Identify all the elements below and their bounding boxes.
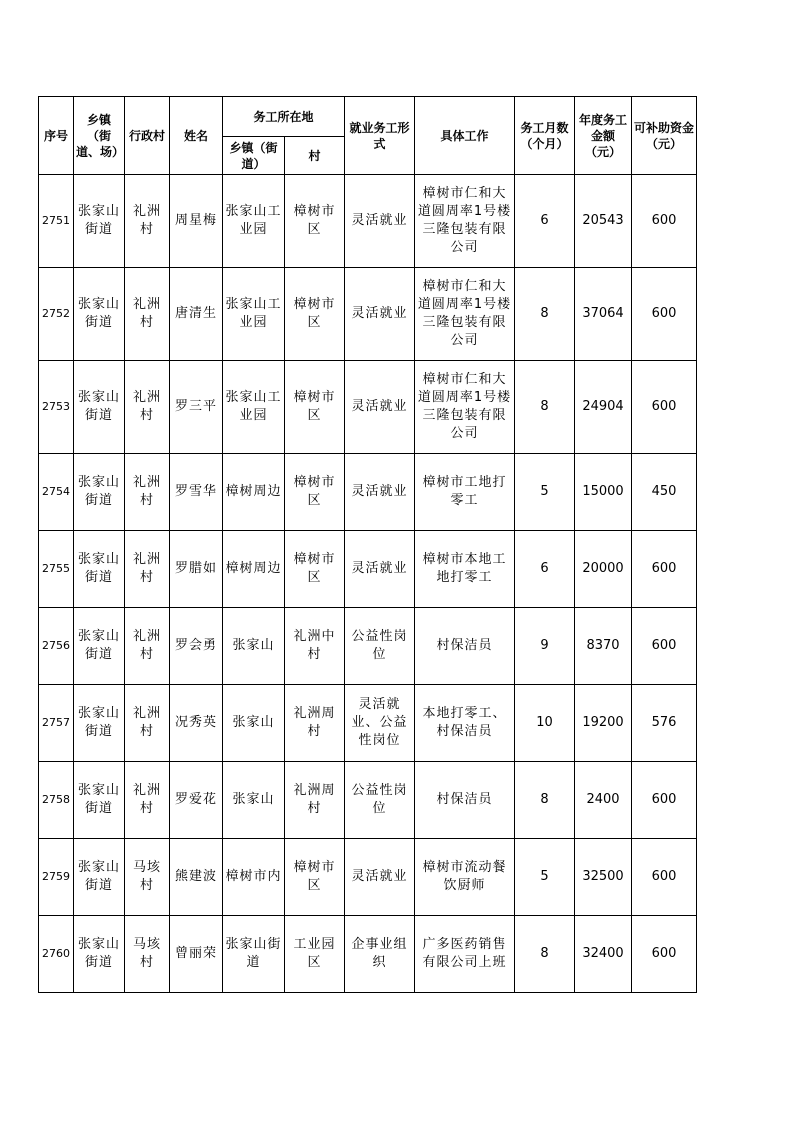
header-job: 具体工作 bbox=[415, 97, 515, 175]
cell-work-village: 礼洲中村 bbox=[285, 608, 345, 685]
cell-amount: 24904 bbox=[575, 361, 632, 454]
cell-amount: 32500 bbox=[575, 839, 632, 916]
cell-months: 6 bbox=[515, 175, 575, 268]
table-row bbox=[39, 175, 697, 268]
cell-job: 樟树市仁和大道圆周率1号楼三隆包装有限公司 bbox=[415, 361, 515, 454]
cell-work-village: 樟树市区 bbox=[285, 268, 345, 361]
cell-months: 5 bbox=[515, 839, 575, 916]
cell-job: 本地打零工、村保洁员 bbox=[415, 685, 515, 762]
table-row bbox=[39, 839, 697, 916]
cell-work-township: 张家山街道 bbox=[223, 916, 285, 993]
cell-village: 礼洲村 bbox=[125, 454, 170, 531]
cell-village: 礼洲村 bbox=[125, 531, 170, 608]
cell-village: 礼洲村 bbox=[125, 175, 170, 268]
cell-village: 马垓村 bbox=[125, 916, 170, 993]
cell-township: 张家山街道 bbox=[74, 268, 125, 361]
cell-village: 礼洲村 bbox=[125, 268, 170, 361]
table-row bbox=[39, 608, 697, 685]
header-annual-amount: 年度务工金额（元） bbox=[575, 97, 632, 175]
cell-form: 公益性岗位 bbox=[345, 762, 415, 839]
header-work-village: 村 bbox=[285, 137, 345, 175]
cell-seq: 2757 bbox=[39, 685, 74, 762]
cell-form: 公益性岗位 bbox=[345, 608, 415, 685]
cell-work-village: 工业园区 bbox=[285, 916, 345, 993]
cell-township: 张家山街道 bbox=[74, 175, 125, 268]
cell-name: 罗三平 bbox=[170, 361, 223, 454]
header-work-location: 务工所在地 bbox=[223, 97, 345, 137]
cell-months: 8 bbox=[515, 361, 575, 454]
cell-subsidy: 600 bbox=[632, 361, 697, 454]
cell-work-township: 张家山 bbox=[223, 762, 285, 839]
cell-seq: 2760 bbox=[39, 916, 74, 993]
cell-work-township: 张家山 bbox=[223, 608, 285, 685]
table-row bbox=[39, 268, 697, 361]
cell-subsidy: 600 bbox=[632, 268, 697, 361]
header-township: 乡镇（街道、场） bbox=[74, 97, 125, 175]
table-row bbox=[39, 531, 697, 608]
cell-job: 村保洁员 bbox=[415, 762, 515, 839]
table-row bbox=[39, 454, 697, 531]
cell-name: 熊建波 bbox=[170, 839, 223, 916]
cell-village: 马垓村 bbox=[125, 839, 170, 916]
cell-township: 张家山街道 bbox=[74, 685, 125, 762]
cell-months: 8 bbox=[515, 762, 575, 839]
cell-job: 樟树市工地打零工 bbox=[415, 454, 515, 531]
cell-months: 6 bbox=[515, 531, 575, 608]
cell-name: 罗雪华 bbox=[170, 454, 223, 531]
cell-work-township: 樟树周边 bbox=[223, 531, 285, 608]
cell-name: 周星梅 bbox=[170, 175, 223, 268]
header-subsidy: 可补助资金（元） bbox=[632, 97, 697, 175]
cell-work-township: 樟树市内 bbox=[223, 839, 285, 916]
cell-township: 张家山街道 bbox=[74, 531, 125, 608]
cell-form: 灵活就业 bbox=[345, 531, 415, 608]
cell-amount: 37064 bbox=[575, 268, 632, 361]
cell-form: 灵活就业 bbox=[345, 839, 415, 916]
cell-amount: 32400 bbox=[575, 916, 632, 993]
cell-form: 灵活就业 bbox=[345, 268, 415, 361]
cell-work-village: 樟树市区 bbox=[285, 839, 345, 916]
cell-months: 9 bbox=[515, 608, 575, 685]
cell-name: 曾丽荣 bbox=[170, 916, 223, 993]
table-row bbox=[39, 916, 697, 993]
cell-seq: 2758 bbox=[39, 762, 74, 839]
cell-work-village: 礼洲周村 bbox=[285, 762, 345, 839]
cell-seq: 2756 bbox=[39, 608, 74, 685]
cell-job: 樟树市本地工地打零工 bbox=[415, 531, 515, 608]
cell-job: 樟树市仁和大道圆周率1号楼三隆包装有限公司 bbox=[415, 268, 515, 361]
cell-months: 5 bbox=[515, 454, 575, 531]
cell-seq: 2752 bbox=[39, 268, 74, 361]
table-row bbox=[39, 685, 697, 762]
cell-work-township: 张家山工业园 bbox=[223, 175, 285, 268]
cell-seq: 2755 bbox=[39, 531, 74, 608]
cell-work-township: 张家山工业园 bbox=[223, 268, 285, 361]
cell-subsidy: 600 bbox=[632, 175, 697, 268]
cell-seq: 2753 bbox=[39, 361, 74, 454]
cell-amount: 15000 bbox=[575, 454, 632, 531]
cell-job: 樟树市流动餐饮厨师 bbox=[415, 839, 515, 916]
cell-village: 礼洲村 bbox=[125, 361, 170, 454]
cell-township: 张家山街道 bbox=[74, 839, 125, 916]
cell-township: 张家山街道 bbox=[74, 454, 125, 531]
header-name: 姓名 bbox=[170, 97, 223, 175]
cell-work-village: 樟树市区 bbox=[285, 531, 345, 608]
cell-form: 灵活就业 bbox=[345, 175, 415, 268]
cell-township: 张家山街道 bbox=[74, 916, 125, 993]
cell-subsidy: 600 bbox=[632, 916, 697, 993]
cell-subsidy: 600 bbox=[632, 531, 697, 608]
header-months: 务工月数（个月） bbox=[515, 97, 575, 175]
cell-form: 灵活就业 bbox=[345, 454, 415, 531]
cell-work-township: 张家山 bbox=[223, 685, 285, 762]
cell-form: 企事业组织 bbox=[345, 916, 415, 993]
cell-subsidy: 450 bbox=[632, 454, 697, 531]
cell-village: 礼洲村 bbox=[125, 762, 170, 839]
cell-work-village: 樟树市区 bbox=[285, 361, 345, 454]
header-seq: 序号 bbox=[39, 97, 74, 175]
employment-subsidy-table bbox=[38, 96, 697, 993]
cell-name: 况秀英 bbox=[170, 685, 223, 762]
cell-months: 10 bbox=[515, 685, 575, 762]
cell-job: 樟树市仁和大道圆周率1号楼三隆包装有限公司 bbox=[415, 175, 515, 268]
cell-amount: 20543 bbox=[575, 175, 632, 268]
cell-amount: 19200 bbox=[575, 685, 632, 762]
cell-form: 灵活就业 bbox=[345, 361, 415, 454]
cell-seq: 2759 bbox=[39, 839, 74, 916]
cell-village: 礼洲村 bbox=[125, 608, 170, 685]
cell-work-village: 樟树市区 bbox=[285, 175, 345, 268]
cell-township: 张家山街道 bbox=[74, 361, 125, 454]
cell-form: 灵活就业、公益性岗位 bbox=[345, 685, 415, 762]
cell-name: 唐清生 bbox=[170, 268, 223, 361]
table-row bbox=[39, 361, 697, 454]
cell-job: 广多医药销售有限公司上班 bbox=[415, 916, 515, 993]
cell-amount: 20000 bbox=[575, 531, 632, 608]
cell-amount: 2400 bbox=[575, 762, 632, 839]
cell-amount: 8370 bbox=[575, 608, 632, 685]
cell-subsidy: 576 bbox=[632, 685, 697, 762]
cell-seq: 2751 bbox=[39, 175, 74, 268]
cell-subsidy: 600 bbox=[632, 839, 697, 916]
header-village: 行政村 bbox=[125, 97, 170, 175]
cell-months: 8 bbox=[515, 916, 575, 993]
header-employment-form: 就业务工形式 bbox=[345, 97, 415, 175]
cell-name: 罗爱花 bbox=[170, 762, 223, 839]
cell-job: 村保洁员 bbox=[415, 608, 515, 685]
cell-work-village: 樟树市区 bbox=[285, 454, 345, 531]
cell-township: 张家山街道 bbox=[74, 762, 125, 839]
cell-work-township: 张家山工业园 bbox=[223, 361, 285, 454]
table-row bbox=[39, 762, 697, 839]
cell-seq: 2754 bbox=[39, 454, 74, 531]
cell-work-village: 礼洲周村 bbox=[285, 685, 345, 762]
cell-months: 8 bbox=[515, 268, 575, 361]
cell-subsidy: 600 bbox=[632, 762, 697, 839]
cell-name: 罗腊如 bbox=[170, 531, 223, 608]
cell-village: 礼洲村 bbox=[125, 685, 170, 762]
cell-subsidy: 600 bbox=[632, 608, 697, 685]
cell-work-township: 樟树周边 bbox=[223, 454, 285, 531]
cell-township: 张家山街道 bbox=[74, 608, 125, 685]
header-work-township: 乡镇（街道） bbox=[223, 137, 285, 175]
cell-name: 罗会勇 bbox=[170, 608, 223, 685]
